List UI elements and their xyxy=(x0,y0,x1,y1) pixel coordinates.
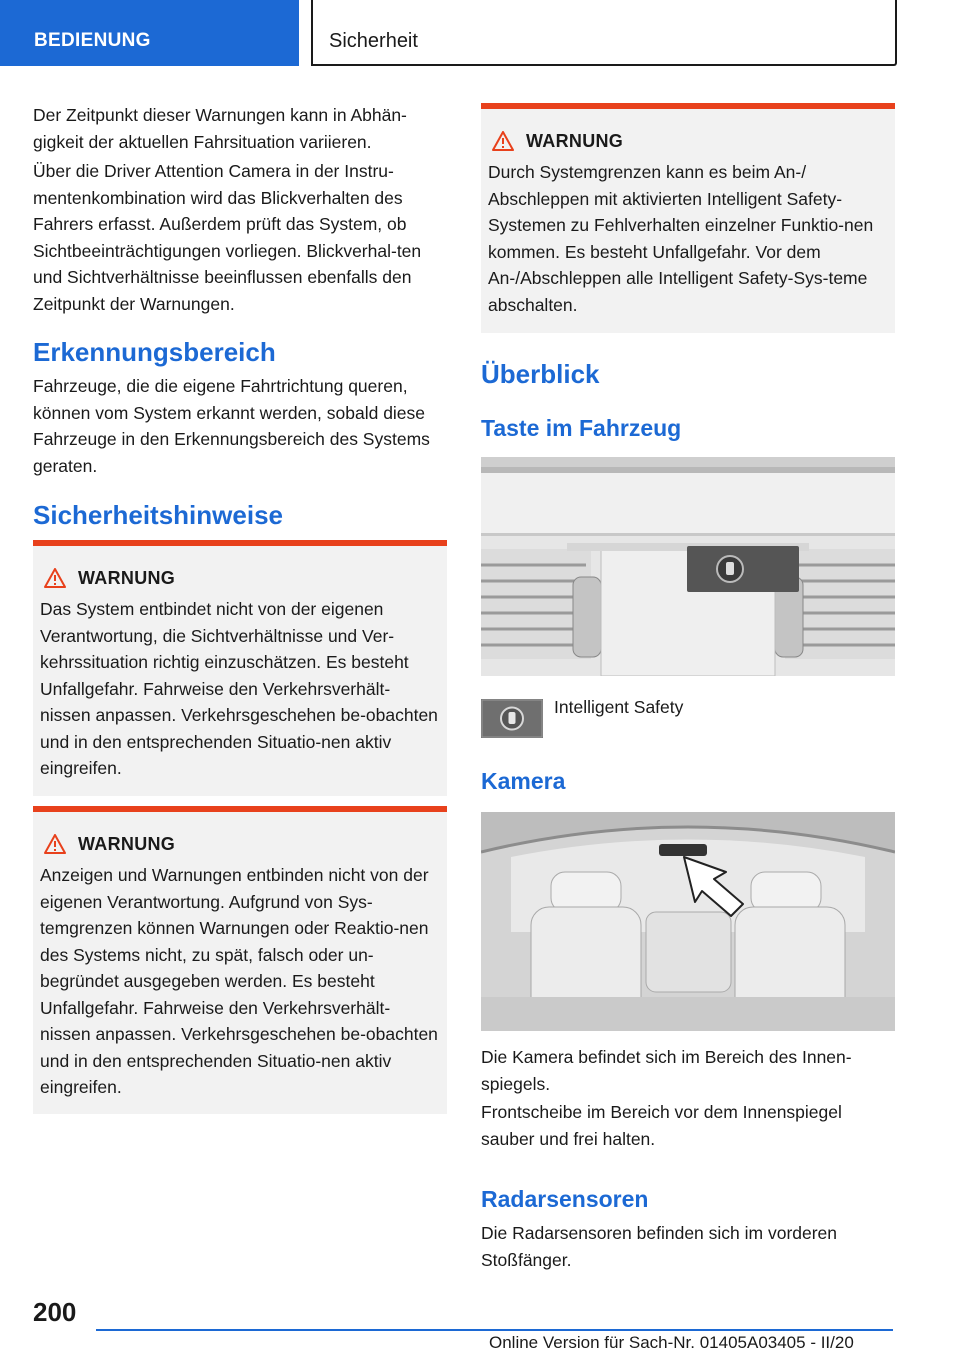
camera-interior-image xyxy=(481,812,895,1031)
warning-box-3 xyxy=(481,103,895,333)
warning-box-1 xyxy=(33,540,447,796)
warning-triangle-icon xyxy=(44,834,66,854)
warning-text: Anzeigen und Warnungen entbinden nicht von der eigenen Verantwortung. Aufgrund von Sys-temgrenzen können Warnungen oder Reaktio-nen des Systems nicht, zu spät, falsch oder un-begründet ausgegeben werden. Es besteht Unfallgefahr. Fahrweise den Verkehrsverhält-nissen anpassen. Verkehrsgeschehen be-obachten und in den entsprechenden Situatio-nen aktiv eingreifen. xyxy=(40,865,438,1097)
warning-title: WARNUNG xyxy=(78,567,176,588)
chapter-title: Sicherheit xyxy=(329,30,418,52)
chapter-tab xyxy=(311,0,897,66)
warning-header xyxy=(40,564,439,592)
camera-paragraph-2: Frontscheibe im Bereich vor dem Innenspiegel sauber und frei halten. xyxy=(481,1102,842,1149)
intelligent-safety-button-icon xyxy=(481,699,543,738)
warning-header xyxy=(40,830,439,858)
warning-header xyxy=(488,127,887,155)
warning-text: Durch Systemgrenzen kann es beim An-/ Abschleppen mit aktivierten Intelligent Safety-Systemen zu Fehlverhalten einzelner Funktio-nen kommen. Es besteht Unfallgefahr. Vor dem An-/Abschleppen alle Intelligent Safety-Sys-teme abschalten. xyxy=(488,162,874,315)
footer-online-version: Online Version für Sach-Nr. 01405A03405 - II/20 xyxy=(489,1333,854,1352)
warning-triangle-icon xyxy=(44,568,66,588)
section-tab xyxy=(0,0,299,66)
heading-kamera: Kamera xyxy=(481,768,566,794)
detection-paragraph: Fahrzeuge, die die eigene Fahrtrichtung queren, können vom System erkannt werden, sobald diese Fahrzeuge in den Erkennungsbereich des Systems geraten. xyxy=(33,376,430,476)
footer-rule xyxy=(96,1329,893,1331)
section-title: BEDIENUNG xyxy=(34,30,151,51)
intro-paragraph-1: Der Zeitpunkt dieser Warnungen kann in Abhän-gigkeit der aktuellen Fahrsituation variieren. xyxy=(33,105,407,152)
camera-paragraph-1: Die Kamera befindet sich im Bereich des Innen-spiegels. xyxy=(481,1047,852,1094)
heading-radarsensoren: Radarsensoren xyxy=(481,1186,649,1212)
warning-text: Das System entbindet nicht von der eigenen Verantwortung, die Sichtverhältnisse und Ver-kehrssituation richtig einzuschätzen. Es besteht Unfallgefahr. Fahrweise den Verkehrsverhält-nissen anpassen. Verkehrsgeschehen be-obachten und in den entsprechenden Situatio-nen aktiv eingreifen. xyxy=(40,599,438,778)
heading-sicherheitshinweise: Sicherheitshinweise xyxy=(33,500,283,530)
warning-box-2 xyxy=(33,806,447,1114)
intro-paragraph-2: Über die Driver Attention Camera in der Instru-mentenkombination wird das Blickverhalten des Fahrers erfasst. Außerdem prüft das System, ob Sichtbeeinträchtigungen vorliegen. Blickverhal-ten und Sichtverhältnisse beeinflussen ebenfalls den Zeitpunkt der Warnungen. xyxy=(33,161,422,314)
heading-taste-im-fahrzeug: Taste im Fahrzeug xyxy=(481,415,682,441)
page-number: 200 xyxy=(33,1297,77,1327)
radar-paragraph: Die Radarsensoren befinden sich im vorderen Stoßfänger. xyxy=(481,1223,838,1270)
dashboard-button-image xyxy=(481,457,895,676)
warning-title: WARNUNG xyxy=(78,833,176,854)
heading-erkennungsbereich: Erkennungsbereich xyxy=(33,337,276,367)
warning-title: WARNUNG xyxy=(526,130,624,151)
warning-triangle-icon xyxy=(492,131,514,151)
button-label: Intelligent Safety xyxy=(554,697,684,717)
heading-ueberblick: Überblick xyxy=(481,359,600,389)
